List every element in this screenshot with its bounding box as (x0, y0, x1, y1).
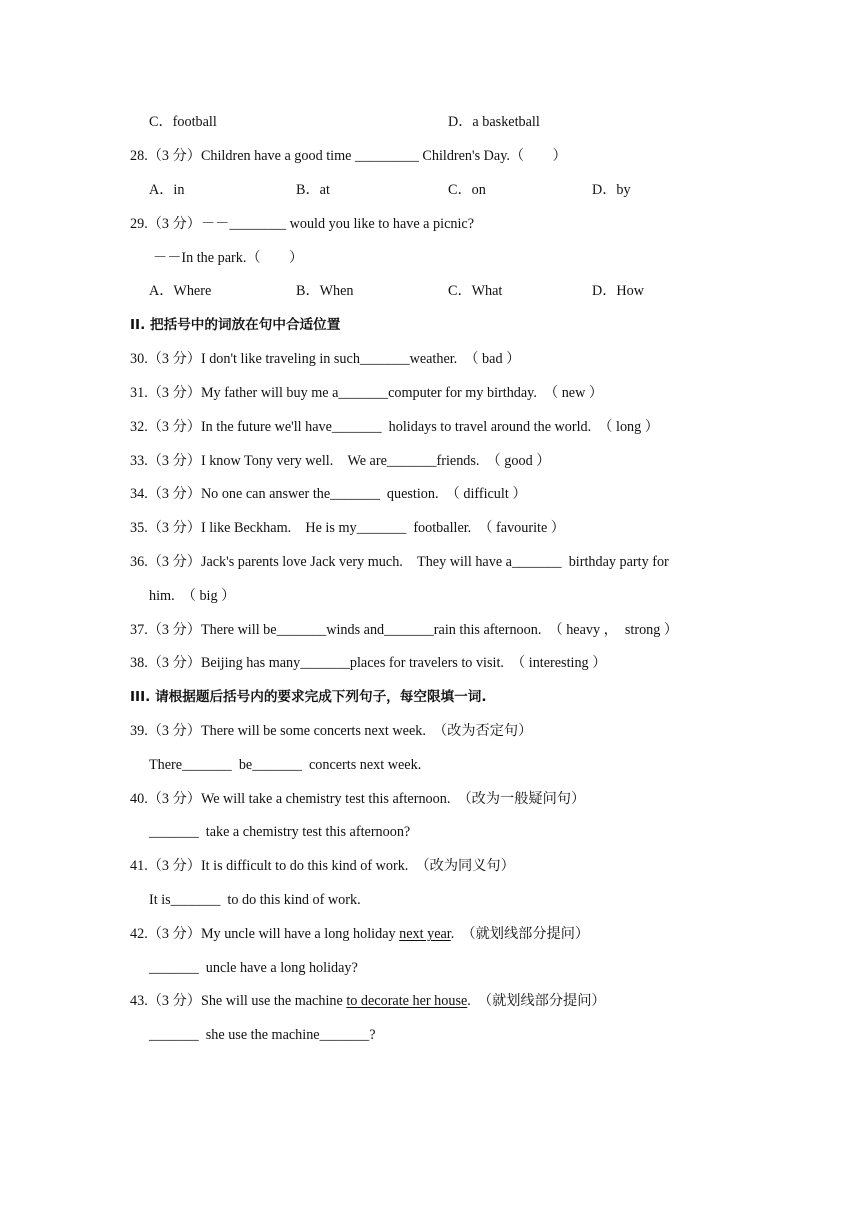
q28-option-a: A．in (149, 182, 185, 198)
question-30: 30.（3 分）I don't like traveling in such_______weather. （ bad ） (130, 351, 521, 367)
question-43-instruction: . （就划线部分提问） (467, 993, 606, 1009)
question-42-underlined-part: next year (399, 926, 451, 942)
question-43-underlined-part: to decorate her house (346, 993, 468, 1009)
question-42-answer: _______ uncle have a long holiday? (149, 960, 358, 976)
question-43-answer: _______ she use the machine_______? (149, 1027, 376, 1043)
question-38: 38.（3 分）Beijing has many_______places for travelers to visit. （ interesting ） (130, 655, 607, 671)
q28-option-c: C．on (448, 182, 486, 198)
q29-option-a: A．Where (149, 283, 212, 299)
question-32: 32.（3 分）In the future we'll have_______ holidays to travel around the world. （ long ） (130, 419, 659, 435)
q28-option-d: D．by (592, 182, 631, 198)
q28-option-b: B．at (296, 182, 330, 198)
question-28: 28.（3 分）Children have a good time _________ Children's Day.（ ） (130, 148, 567, 164)
question-39-answer: There_______ be_______ concerts next week. (149, 757, 422, 773)
question-43-text: 43.（3 分）She will use the machine (130, 993, 347, 1009)
question-33: 33.（3 分）I know Tony very well. We are_______friends. （ good ） (130, 453, 551, 469)
question-41-answer: It is_______ to do this kind of work. (149, 892, 361, 908)
question-35: 35.（3 分）I like Beckham. He is my_______ footballer. （ favourite ） (130, 520, 565, 536)
question-31: 31.（3 分）My father will buy me a_______computer for my birthday. （ new ） (130, 385, 604, 401)
question-36: 36.（3 分）Jack's parents love Jack very much. They will have a_______ birthday party for (130, 554, 669, 570)
question-36-continued: him. （ big ） (149, 588, 236, 604)
question-41: 41.（3 分）It is difficult to do this kind of work. （改为同义句） (130, 858, 515, 874)
section-2-heading: II. 把括号中的词放在句中合适位置 (130, 317, 341, 333)
q27-option-c: C．football (149, 114, 217, 130)
question-42-instruction: . （就划线部分提问） (450, 926, 590, 942)
question-29: 29.（3 分）－－________ would you like to have a picnic? (130, 216, 474, 232)
question-40: 40.（3 分）We will take a chemistry test this afternoon. （改为一般疑问句） (130, 791, 586, 807)
question-29-answer-line: －－In the park.（ ） (153, 250, 304, 266)
question-37: 37.（3 分）There will be_______winds and_______rain this afternoon. （ heavy ， strong ） (130, 622, 679, 638)
q27-option-d: D．a basketball (448, 114, 540, 130)
q29-option-b: B．When (296, 283, 354, 299)
section-3-heading: III. 请根据题后括号内的要求完成下列句子，每空限填一词. (130, 689, 487, 705)
question-40-answer: _______ take a chemistry test this afternoon? (149, 824, 411, 840)
question-34: 34.（3 分）No one can answer the_______ question. （ difficult ） (130, 486, 527, 502)
question-39: 39.（3 分）There will be some concerts next week. （改为否定句） (130, 723, 533, 739)
q29-option-c: C．What (448, 283, 503, 299)
question-43 (130, 991, 606, 1011)
q29-option-d: D．How (592, 283, 645, 299)
question-42 (130, 924, 589, 944)
question-42-text: 42.（3 分）My uncle will have a long holiday (130, 926, 400, 942)
